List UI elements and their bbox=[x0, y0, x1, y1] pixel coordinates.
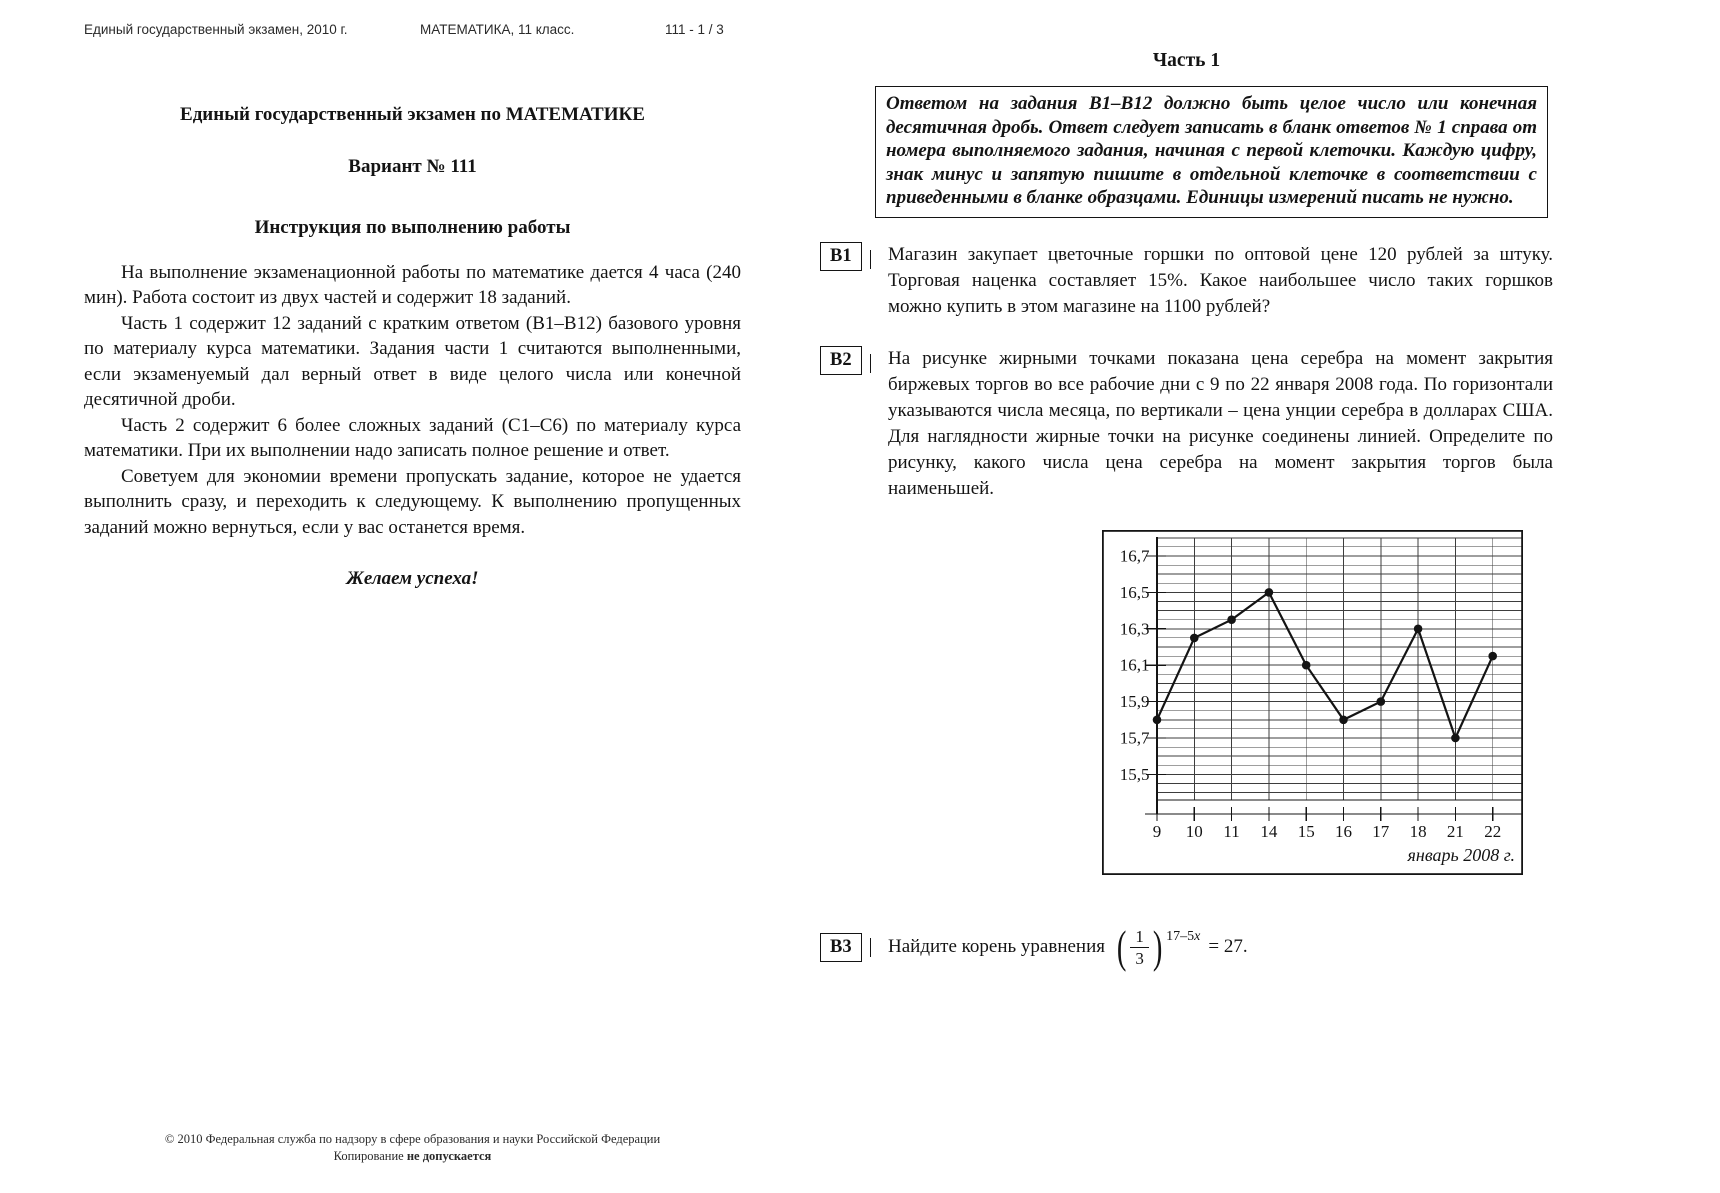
svg-text:14: 14 bbox=[1260, 821, 1278, 841]
page-header bbox=[84, 22, 804, 42]
close-paren: ) bbox=[1152, 921, 1163, 973]
header-exam-name: Единый государственный экзамен, 2010 г. bbox=[84, 22, 348, 37]
instruction-paragraph: Советуем для экономии времени пропускать задание, которое не удается выполнить сразу, и переходить к следующему. К выполнению пропущенных заданий можно вернуться, если у вас останется время. bbox=[84, 465, 741, 538]
exponent bbox=[1166, 929, 1200, 945]
equation-result: = 27. bbox=[1208, 936, 1248, 957]
instruction-paragraph: Часть 2 содержит 6 более сложных заданий (С1–С6) по материалу курса математики. При их выполнении надо записать полное решение и ответ. bbox=[84, 414, 741, 461]
right-column bbox=[820, 0, 1553, 973]
task-b3-label-area bbox=[820, 933, 888, 962]
task-b1-label: В1 bbox=[820, 242, 862, 271]
equation-prefix: Найдите корень уравнения bbox=[888, 936, 1106, 957]
task-b3 bbox=[820, 921, 1553, 973]
task-b2-label: В2 bbox=[820, 346, 862, 375]
header-subject: МАТЕМАТИКА, 11 класс. bbox=[420, 22, 575, 37]
exponent-base: 17–5 bbox=[1166, 928, 1195, 944]
task-b1-label-area bbox=[820, 242, 888, 320]
fraction-denominator: 3 bbox=[1135, 948, 1144, 968]
instruction-heading: Инструкция по выполнению работы bbox=[254, 217, 571, 238]
task-b1-text: Магазин закупает цветочные горшки по оптовой цене 120 рублей за штуку. Торговая наценка составляет 15%. Какое наибольшее число таких горшков можно купить в этом магазине на 1100 рублей? bbox=[888, 243, 1553, 317]
task-b2-text: На рисунке жирными точками показана цена серебра на момент закрытия биржевых торгов во все рабочие дни с 9 по 22 января 2008 года. По горизонтали указываются числа месяца, по вертикали – цена унции серебра в долларах США. Для наглядности жирные точки на рисунке соединены линией. Определите по рисунку, какого числа цена серебра на момент закрытия торгов была наименьшей. bbox=[888, 347, 1553, 499]
svg-text:18: 18 bbox=[1409, 821, 1427, 841]
variant-number: Вариант № 111 bbox=[348, 155, 477, 177]
task-label-divider bbox=[870, 354, 871, 373]
svg-text:11: 11 bbox=[1223, 821, 1240, 841]
left-column bbox=[84, 92, 741, 592]
svg-text:16: 16 bbox=[1335, 821, 1352, 841]
copyright-line: © 2010 Федеральная служба по надзору в сфере образования и науки Российской Федерации bbox=[164, 1132, 661, 1146]
task-label-divider bbox=[870, 250, 871, 269]
exponent-variable: x bbox=[1194, 928, 1201, 944]
svg-text:16,7: 16,7 bbox=[1119, 546, 1150, 565]
svg-text:15,7: 15,7 bbox=[1119, 728, 1150, 747]
header-page-number: 111 - 1 / 3 bbox=[665, 22, 724, 37]
svg-text:16,1: 16,1 bbox=[1119, 655, 1150, 675]
copy-prohibited-line: Копирование не допускается bbox=[333, 1149, 492, 1163]
svg-text:17: 17 bbox=[1372, 821, 1390, 841]
instruction-paragraph: На выполнение экзаменационной работы по математике дается 4 часа (240 мин). Работа состоит из двух частей и содержит 18 заданий. bbox=[84, 261, 741, 308]
svg-text:январь 2008 г.: январь 2008 г. bbox=[1407, 844, 1515, 865]
task-b2 bbox=[820, 346, 1553, 502]
answer-instruction-box: Ответом на задания В1–В12 должно быть целое число или конечная десятичная дробь. Ответ следует записать в бланк ответов № 1 справа от номера выполняемого задания, начиная с первой клеточки. Каждую цифру, знак минус и запятую пишите в отдельной клеточке в соответствии с приведенными в бланке образцами. Единицы измерений писать не нужно. bbox=[875, 86, 1548, 218]
open-paren: ( bbox=[1116, 921, 1127, 973]
document-title: Единый государственный экзамен по МАТЕМАТИКЕ bbox=[180, 104, 645, 125]
task-b3-equation bbox=[888, 921, 1553, 973]
page-footer bbox=[84, 1131, 741, 1165]
svg-text:21: 21 bbox=[1446, 821, 1464, 841]
silver-price-chart bbox=[1102, 530, 1523, 875]
task-b1 bbox=[820, 242, 1553, 320]
instruction-paragraph: Часть 1 содержит 12 заданий с кратким ответом (В1–В12) базового уровня по материалу курса математики. Задания части 1 считаются выполненными, если экзаменуемый дал верный ответ в виде целого числа или конечной десятичной дроби. bbox=[84, 312, 741, 410]
svg-text:16,5: 16,5 bbox=[1119, 582, 1150, 602]
svg-text:10: 10 bbox=[1185, 821, 1203, 841]
svg-text:15,9: 15,9 bbox=[1119, 691, 1150, 711]
silver-price-chart-svg bbox=[1102, 530, 1523, 875]
svg-text:9: 9 bbox=[1152, 821, 1162, 841]
svg-text:22: 22 bbox=[1484, 821, 1502, 841]
svg-text:15: 15 bbox=[1297, 821, 1315, 841]
task-label-divider bbox=[870, 938, 871, 957]
part-heading: Часть 1 bbox=[1152, 50, 1221, 71]
task-b2-label-area bbox=[820, 346, 888, 502]
svg-text:15,5: 15,5 bbox=[1119, 764, 1150, 784]
fraction-numerator: 1 bbox=[1130, 927, 1149, 948]
good-luck-message: Желаем успеха! bbox=[346, 568, 479, 589]
svg-text:16,3: 16,3 bbox=[1119, 618, 1150, 638]
fraction bbox=[1130, 927, 1149, 968]
task-b3-label: В3 bbox=[820, 933, 862, 962]
